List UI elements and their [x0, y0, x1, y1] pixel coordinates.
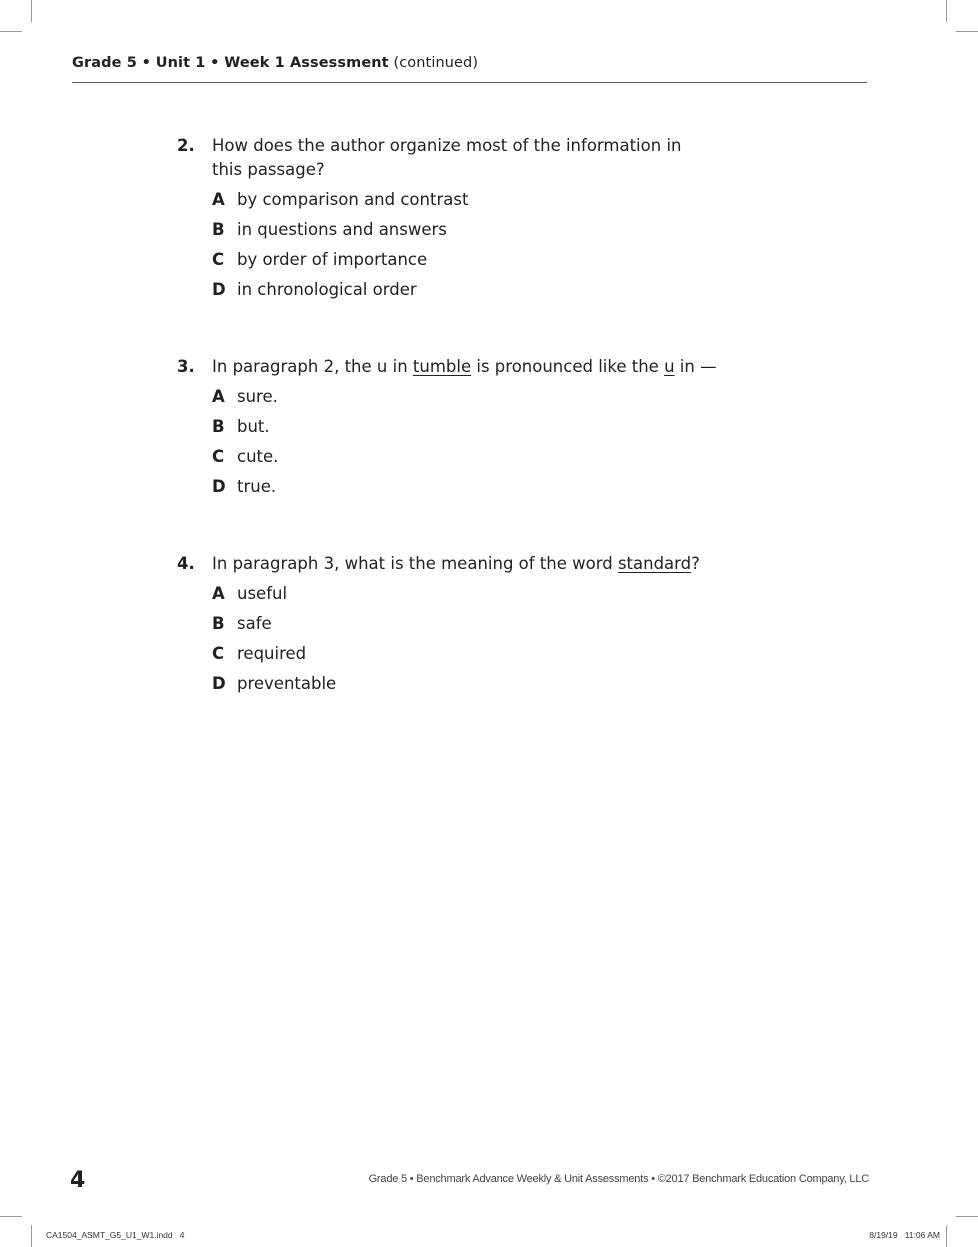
option-text: but.	[237, 417, 270, 436]
option-text: cute.	[237, 447, 279, 466]
option-letter: D	[212, 280, 226, 299]
header-divider	[72, 82, 867, 83]
option-letter: D	[212, 477, 226, 496]
underlined-word: tumble	[412, 357, 472, 376]
question-text-line: this passage?	[212, 160, 325, 179]
footer-credit: Grade 5 • Benchmark Advance Weekly & Unit Assessments • ©2017 Benchmark Education Company, LLC	[368, 1173, 869, 1185]
option-text: required	[237, 644, 307, 663]
answer-option-b[interactable]	[212, 612, 272, 636]
option-text: preventable	[237, 674, 337, 693]
option-text: in chronological order	[237, 280, 417, 299]
question-text: In paragraph 2, the u in tumble is pronounced like the u in —	[212, 357, 717, 376]
answer-option-c[interactable]	[212, 642, 306, 666]
underlined-word: standard	[617, 554, 692, 573]
question-text-line: How does the author organize most of the information in	[212, 136, 682, 155]
answer-option-d[interactable]	[212, 475, 276, 499]
option-letter: B	[212, 417, 225, 436]
date-slug: 8/19/19 11:06 AM	[869, 1230, 940, 1240]
option-letter: C	[212, 644, 225, 663]
option-letter: A	[212, 387, 225, 406]
option-text: safe	[237, 614, 272, 633]
option-letter: A	[212, 190, 225, 209]
header-grade: Grade 5	[72, 55, 137, 71]
page-number: 4	[70, 1168, 86, 1193]
crop-mark	[31, 1225, 32, 1247]
crop-mark	[31, 0, 32, 22]
option-letter: D	[212, 674, 226, 693]
option-letter: C	[212, 250, 225, 269]
answer-option-c[interactable]	[212, 445, 278, 469]
header-unit: Unit 1	[155, 55, 206, 71]
question-text	[212, 134, 732, 182]
option-text: sure.	[237, 387, 278, 406]
question-text: In paragraph 3, what is the meaning of the word standard?	[212, 554, 700, 573]
answer-option-b[interactable]	[212, 415, 270, 439]
crop-mark	[946, 1225, 947, 1247]
answer-option-a[interactable]	[212, 582, 287, 606]
answer-option-a[interactable]	[212, 385, 278, 409]
header-separator: •	[141, 55, 151, 71]
crop-mark	[0, 1216, 22, 1217]
answer-option-d[interactable]	[212, 278, 417, 302]
answer-option-a[interactable]	[212, 188, 468, 212]
option-letter: B	[212, 614, 225, 633]
option-text: in questions and answers	[237, 220, 447, 239]
option-letter: A	[212, 584, 225, 603]
header-week: Week 1 Assessment	[224, 55, 389, 71]
running-header	[72, 55, 478, 71]
question-number: 2.	[177, 136, 195, 155]
answer-option-d[interactable]	[212, 672, 336, 696]
option-letter: B	[212, 220, 225, 239]
header-continued: (continued)	[393, 55, 479, 71]
crop-mark	[956, 1216, 978, 1217]
underlined-letter: u	[664, 357, 675, 376]
question-4	[177, 552, 757, 702]
answer-option-c[interactable]	[212, 248, 427, 272]
option-text: true.	[237, 477, 277, 496]
header-separator: •	[210, 55, 220, 71]
option-text: by order of importance	[237, 250, 428, 269]
crop-mark	[0, 31, 22, 32]
file-slug: CA1504_ASMT_G5_U1_W1.indd 4	[46, 1230, 185, 1240]
crop-mark	[946, 0, 947, 22]
question-number: 3.	[177, 357, 195, 376]
answer-option-b[interactable]	[212, 218, 447, 242]
option-text: useful	[237, 584, 288, 603]
option-letter: C	[212, 447, 225, 466]
question-number: 4.	[177, 554, 195, 573]
option-text: by comparison and contrast	[237, 190, 469, 209]
question-3	[177, 355, 757, 505]
crop-mark	[956, 31, 978, 32]
question-2	[177, 134, 757, 304]
